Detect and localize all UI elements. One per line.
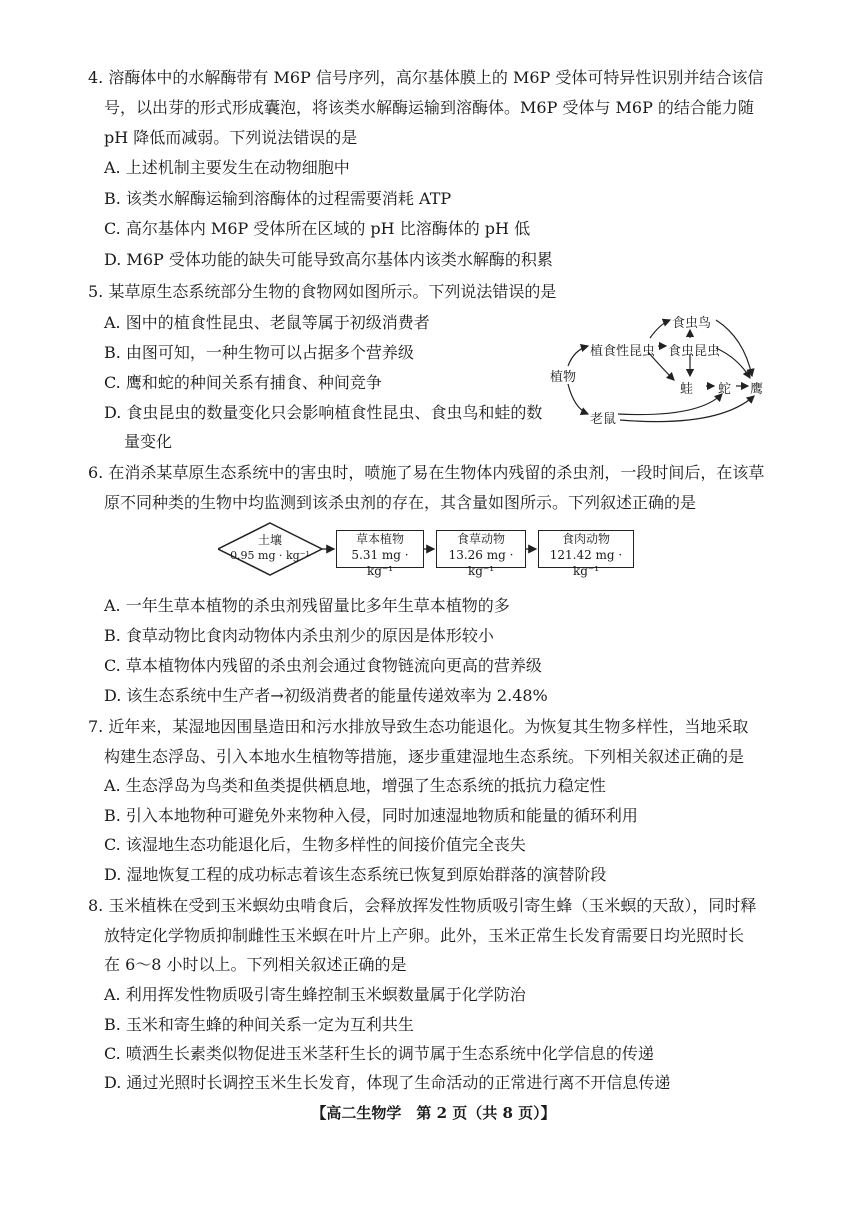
q5-option-d-cont: 量变化: [124, 432, 173, 451]
q8-stem-line-3: 在 6～8 小时以上。下列相关叙述正确的是: [104, 955, 407, 974]
q4-stem-line-3: pH 降低而减弱。下列说法错误的是: [104, 128, 358, 147]
q6-option-a: A. 一年生草本植物的杀虫剂残留量比多年生草本植物的多: [104, 596, 510, 615]
food-web-diagram: [548, 308, 764, 438]
herb-plant-value: 5.31 mg · kg⁻¹: [351, 548, 409, 578]
q4-option-a: A. 上述机制主要发生在动物细胞中: [104, 158, 350, 177]
q6-option-b: B. 食草动物比食肉动物体内杀虫剂少的原因是体形较小: [104, 626, 494, 645]
node-herbivorous-insect: 植食性昆虫: [590, 344, 656, 359]
chain-node-soil: [218, 521, 322, 577]
soil-label: 土壤: [257, 533, 282, 547]
q5-stem: 5. 某草原生态系统部分生物的食物网如图所示。下列说法错误的是: [88, 282, 557, 301]
q5-option-c: C. 鹰和蛇的种间关系有捕食、种间竞争: [104, 373, 382, 392]
q7-option-b: B. 引入本地物种可避免外来物种入侵，同时加速湿地物质和能量的循环利用: [104, 806, 638, 825]
node-mouse: 老鼠: [590, 412, 617, 427]
herbivore-label: 食草动物: [456, 532, 505, 546]
q8-stem-line-2: 放特定化学物质抑制雌性玉米螟在叶片上产卵。此外，玉米正常生长发育需要日均光照时长: [104, 926, 745, 945]
q8-option-c: C. 喷洒生长素类似物促进玉米茎秆生长的调节属于生态系统中化学信息的传递: [104, 1044, 654, 1063]
q6-stem-line-2: 原不同种类的生物中均监测到该杀虫剂的存在，其含量如图所示。下列叙述正确的是: [104, 493, 697, 512]
q8-option-b: B. 玉米和寄生蜂的种间关系一定为互利共生: [104, 1015, 414, 1034]
q7-option-a: A. 生态浮岛为鸟类和鱼类提供栖息地，增强了生态系统的抵抗力稳定性: [104, 776, 606, 795]
q5-option-a: A. 图中的植食性昆虫、老鼠等属于初级消费者: [104, 313, 430, 332]
q6-stem-line-1: 6. 在消杀某草原生态系统中的害虫时，喷施了易在生物体内残留的杀虫剂，一段时间后，在该草: [88, 463, 765, 482]
page-footer: 【高二生物学 第 2 页（共 8 页）】: [311, 1104, 556, 1122]
chain-node-herbivore: [436, 530, 526, 578]
carnivore-value: 121.42 mg · kg⁻¹: [549, 548, 623, 578]
node-frog: 蛙: [680, 382, 694, 397]
node-insect-eating-insect: 食虫昆虫: [668, 344, 721, 359]
q7-option-d: D. 湿地恢复工程的成功标志着该生态系统已恢复到原始群落的演替阶段: [104, 865, 607, 884]
food-web-arrows: [548, 308, 764, 438]
q7-stem-line-1: 7. 近年来，某湿地因围垦造田和污水排放导致生态功能退化。为恢复其生物多样性，当地采取: [88, 717, 749, 736]
herbivore-value: 13.26 mg · kg⁻¹: [448, 548, 514, 578]
q4-option-d: D. M6P 受体功能的缺失可能导致高尔基体内该类水解酶的积累: [104, 250, 553, 269]
chain-node-carnivore: [538, 530, 634, 578]
q8-option-a: A. 利用挥发性物质吸引寄生蜂控制玉米螟数量属于化学防治: [104, 985, 526, 1004]
herb-plant-label: 草本植物: [355, 532, 404, 546]
soil-value: 0.95 mg · kg⁻¹: [230, 549, 310, 562]
node-snake: 蛇: [718, 382, 732, 397]
chain-node-herb-plant: [336, 530, 424, 578]
q5-option-d: D. 食虫昆虫的数量变化只会影响植食性昆虫、食虫鸟和蛙的数: [104, 403, 543, 422]
q7-option-c: C. 该湿地生态功能退化后，生物多样性的间接价值完全丧失: [104, 835, 526, 854]
node-insectivorous-bird: 食虫鸟: [672, 316, 712, 331]
node-plant: 植物: [550, 370, 577, 385]
q4-option-b: B. 该类水解酶运输到溶酶体的过程需要消耗 ATP: [104, 189, 452, 208]
q8-stem-line-1: 8. 玉米植株在受到玉米螟幼虫啃食后，会释放挥发性物质吸引寄生蜂（玉米螟的天敌），同时释: [88, 896, 757, 915]
pesticide-chain-diagram: [218, 521, 636, 581]
q8-option-d: D. 通过光照时长调控玉米生长发育，体现了生命活动的正常进行离不开信息传递: [104, 1073, 671, 1092]
q4-stem-line-1: 4. 溶酶体中的水解酶带有 M6P 信号序列，高尔基体膜上的 M6P 受体可特异性识别并结合该信: [88, 68, 764, 87]
q6-option-d: D. 该生态系统中生产者→初级消费者的能量传递效率为 2.48%: [104, 686, 548, 705]
q4-option-c: C. 高尔基体内 M6P 受体所在区域的 pH 比溶酶体的 pH 低: [104, 219, 531, 238]
q6-option-c: C. 草本植物体内残留的杀虫剂会通过食物链流向更高的营养级: [104, 656, 542, 675]
q7-stem-line-2: 构建生态浮岛、引入本地水生植物等措施，逐步重建湿地生态系统。下列相关叙述正确的是: [104, 747, 745, 766]
node-hawk: 鹰: [750, 382, 764, 397]
q5-option-b: B. 由图可知，一种生物可以占据多个营养级: [104, 343, 414, 362]
carnivore-label: 食肉动物: [561, 532, 610, 546]
q4-stem-line-2: 号，以出芽的形式形成囊泡，将该类水解酶运输到溶酶体。M6P 受体与 M6P 的结合能力随: [104, 98, 754, 117]
